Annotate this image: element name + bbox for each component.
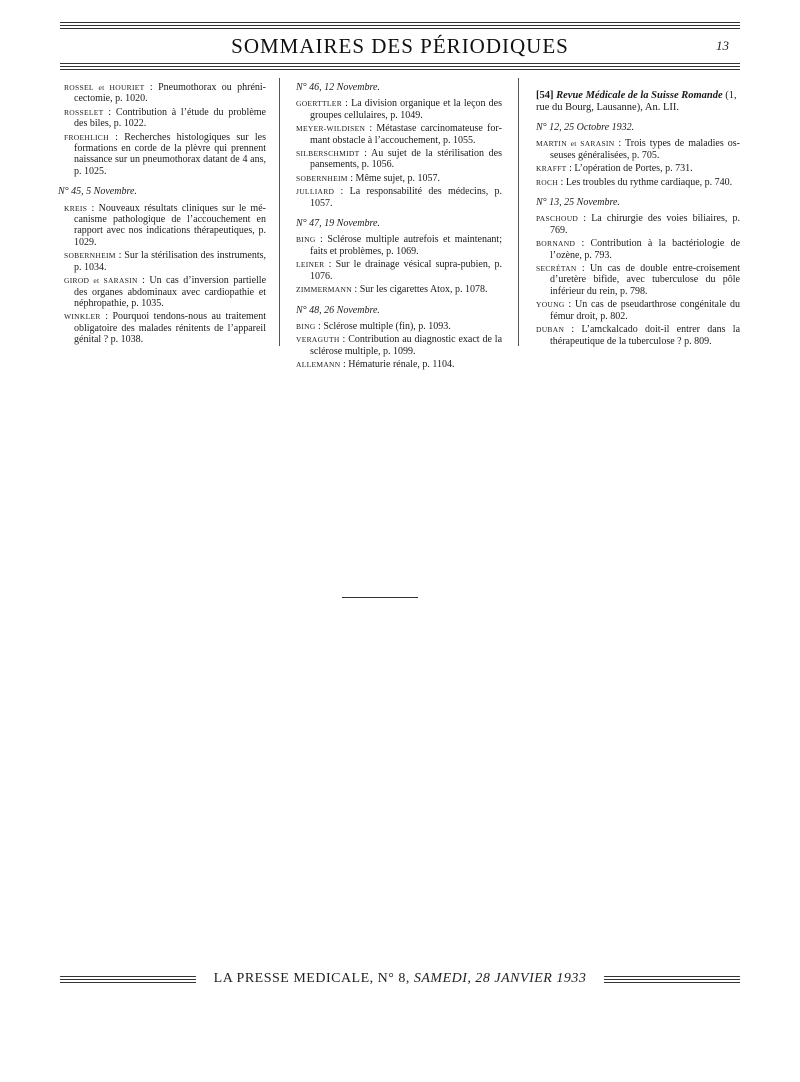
header-title: SOMMAIRES DES PÉRIODIQUES: [231, 34, 569, 58]
list-item: DUBAN : L’amckalcado doit-il entrer dans la thérapeutique de la tuberculose ? p. 809.: [536, 324, 741, 347]
footer-line: LA PRESSE MEDICALE, N° 8, SAMEDI, 28 JANVIER 1933: [213, 971, 587, 986]
journal-heading: [54] Revue Médicale de la Suisse Romande (1, rue du Bourg, Lausanne), An. LII.: [536, 90, 737, 113]
list-item: MEYER-WILDISEN : Métastase carcinomateuse formant obstacle à l’accouchement, p. 1055.: [296, 123, 502, 146]
list-item: LEINER : Sur le drainage vésical supra-pubien, p. 1076.: [296, 259, 502, 282]
column-1: [58, 82, 266, 348]
list-item: SILBERSCHMIDT : Au sujet de la stérilisation des pansements, p. 1056.: [296, 148, 502, 171]
issue-heading: N° 13, 25 Novembre.: [536, 197, 620, 209]
header-rule-bottom: [60, 63, 740, 71]
list-item: GOERTTLER : La division organique et la leçon des groupes cellulaires, p. 1049.: [296, 98, 503, 121]
list-item: BORNAND : Contribution à la bactériologie de l’ozène, p. 793.: [536, 238, 741, 261]
header-rule-top: [60, 22, 740, 30]
issue-heading: N° 45, 5 Novembre.: [58, 186, 137, 198]
list-item: ROSSEL et HOURIET : Pneumothorax ou phrénicectomie, p. 1020.: [64, 82, 267, 105]
list-item: KRAFFT : L’opération de Portes, p. 731.: [536, 163, 693, 175]
list-item: SECRÉTAN : Un cas de double entre-croisement d’uretère bifide, avec tuberculose du pôle inférieur du rein, p. 798.: [536, 263, 740, 297]
list-item: KREIS : Nouveaux résultats cliniques sur le mécanisme pathologique de l’accouchement en rapport avec nos indications thérapeutiques, p. 1029.: [64, 202, 266, 248]
list-item: VERAGUTH : Contribution au diagnostic exact de la sclérose multiple, p. 1099.: [296, 334, 503, 357]
list-item: ALLEMANN : Hématurie rénale, p. 1104.: [296, 359, 455, 371]
column-divider-left: [279, 78, 280, 346]
issue-heading: N° 12, 25 Octobre 1932.: [536, 122, 635, 133]
list-item: BING : Sclérose multiple (fin), p. 1093.: [296, 320, 451, 332]
list-item: PASCHOUD : La chirurgie des voies biliaires, p. 769.: [536, 213, 740, 236]
column-3: [536, 82, 740, 349]
list-item: FROEHLICH : Recherches histologiques sur les formations en corde de la plèvre qui prennent naissance sur un pneumothorax datant de 4 ans, p. 1025.: [64, 131, 267, 177]
list-item: GIROD et SARASIN : Un cas d’inversion partielle des organes abdominaux avec cardiopathie et néphropathie, p. 1035.: [64, 275, 267, 309]
list-item: BING : Sclérose multiple autrefois et maintenant; faits et problèmes, p. 1069.: [296, 234, 502, 257]
list-item: WINKLER : Pourquoi tendons-nous au traitement obligatoire des malades rénitents de l’appareil génital ? p. 1038.: [64, 311, 267, 346]
list-item: ROSSELET : Contribution à l’étude du problème des biles, p. 1022.: [64, 106, 266, 130]
list-item: SOBERNHEIM : Sur la stérilisation des instruments, p. 1034.: [64, 250, 267, 273]
list-item: MARTIN et SARASIN : Trois types de maladies osseuses généralisées, p. 705.: [536, 138, 740, 161]
page-number: 13: [716, 38, 729, 53]
issue-heading: N° 48, 26 Novembre.: [296, 304, 380, 316]
list-item: JULLIARD : La responsabilité des médecins, p. 1057.: [296, 186, 503, 209]
section-divider: [342, 597, 418, 598]
list-item: ROCH : Les troubles du rythme cardiaque, p. 740.: [536, 176, 733, 188]
column-2: [296, 82, 502, 373]
issue-heading: N° 46, 12 Novembre.: [296, 82, 380, 93]
issue-heading: N° 47, 19 Novembre.: [296, 218, 380, 230]
list-item: ZIMMERMANN : Sur les cigarettes Atox, p. 1078.: [296, 284, 488, 296]
list-item: YOUNG : Un cas de pseudarthrose congénitale du fémur droit, p. 802.: [536, 299, 740, 322]
column-divider-right: [518, 78, 519, 346]
list-item: SOBERNHEIM : Même sujet, p. 1057.: [296, 172, 440, 184]
